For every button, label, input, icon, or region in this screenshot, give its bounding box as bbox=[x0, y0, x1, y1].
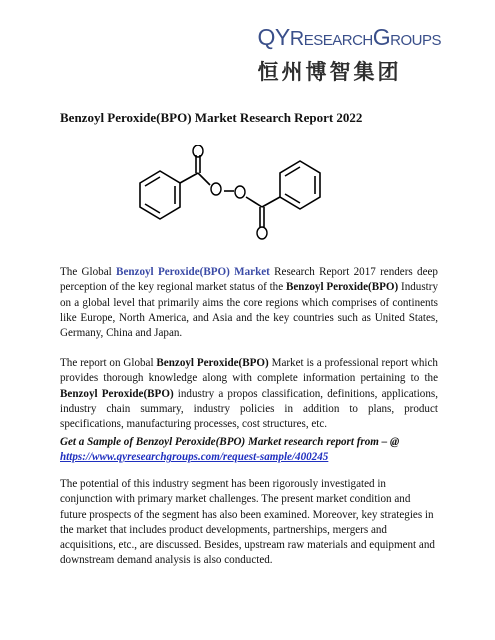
logo-chinese-name: 恒州博智集团 bbox=[257, 60, 402, 84]
intro-paragraph bbox=[60, 265, 438, 341]
text-span: Market is a professional report which provides thorough knowledge along with complete information pertaining to the bbox=[60, 357, 438, 385]
text-span: industry a propos classification, definitions, applications, industry chain summary, industry policies in addition to plans, product specifications, manufacturing processes, cost structures, etc. bbox=[60, 387, 438, 431]
analysis-paragraph: The potential of this industry segment has been rigorously investigated in conjunction with primary market challenges. The present market condition and future prospects of the segment has also been examined. Moreover, key strategies in the market that includes product developments, partnerships, mergers and acquisitions, etc., are discussed. Besides, upstream raw materials and equipment and downstream demand analysis is also conducted. bbox=[60, 478, 435, 567]
sample-request-callout bbox=[60, 435, 438, 466]
sample-request-link[interactable]: https://www.qyresearchgroups.com/request-sample/400245 bbox=[60, 451, 329, 464]
logo-wordmark: QYRESEARCHGROUPS bbox=[257, 24, 441, 50]
report-title: Benzoyl Peroxide(BPO) Market Research Report 2022 bbox=[60, 110, 363, 125]
product-bold: Benzoyl Peroxide(BPO) bbox=[156, 357, 269, 369]
sample-request-text: Get a Sample of Benzoyl Peroxide(BPO) Market research report from – @ bbox=[60, 436, 400, 448]
report-description-paragraph bbox=[60, 356, 438, 432]
text-span: Research Report 2017 renders deep perception of the key regional market status of the bbox=[60, 266, 438, 294]
product-bold: Benzoyl Peroxide(BPO) bbox=[285, 281, 399, 294]
text-span: Industry on a global level that primarily aims the core regions which comprises of continents like Europe, North America, and Asia and the key countries such as United States, Germany, China and Japan. bbox=[60, 281, 438, 340]
benzoyl-peroxide-structure-diagram bbox=[130, 145, 370, 250]
product-bold: Benzoyl Peroxide(BPO) bbox=[60, 387, 174, 400]
market-name-highlight: Benzoyl Peroxide(BPO) Market bbox=[116, 266, 270, 278]
company-logo bbox=[258, 26, 441, 86]
text-span: The Global bbox=[60, 266, 117, 278]
text-span: The report on Global bbox=[60, 357, 157, 369]
